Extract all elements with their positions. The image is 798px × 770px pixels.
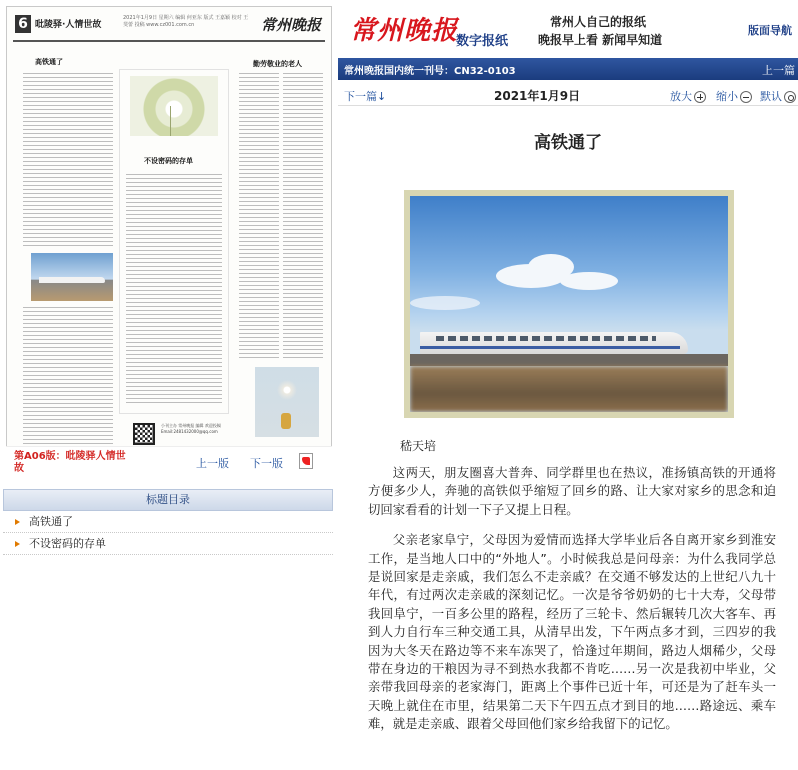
right-panel [338, 0, 798, 770]
toc-item[interactable] [3, 511, 333, 533]
publisher-bar [338, 58, 798, 80]
article-author: 嵇天培 [400, 439, 437, 453]
toc-item-label[interactable]: 高铁通了 [29, 515, 73, 528]
thumbnail-text-block [239, 73, 279, 359]
publication-number: 常州晚报国内统一刊号：CN32-0103 [344, 66, 516, 77]
thumbnail-section-number: 6 [15, 15, 31, 33]
arrow-bullet-icon [15, 541, 20, 547]
thumbnail-masthead: 常州晚报 [260, 16, 321, 34]
reset-size-label[interactable]: 默认 [760, 90, 782, 103]
down-arrow-icon: ↓ [377, 90, 387, 103]
elevated-track [410, 354, 728, 366]
reset-size-button[interactable] [760, 88, 796, 104]
plus-circle-icon[interactable] [694, 91, 706, 103]
previous-article-link[interactable]: 上一篇 [762, 64, 795, 77]
thumbnail-train-photo [31, 253, 113, 301]
toc-item-label[interactable]: 不设密码的存单 [29, 537, 106, 550]
article-photo-frame [404, 190, 734, 418]
article-body [368, 464, 776, 746]
thumbnail-section-name: 吡陵驿·人情世故 [35, 20, 102, 30]
reset-circle-icon[interactable] [784, 91, 796, 103]
next-article-label[interactable]: 下一篇 [344, 90, 377, 103]
high-speed-train-photo [410, 196, 728, 412]
zoom-in-label[interactable]: 放大 [670, 90, 692, 103]
zoom-in-button[interactable] [670, 88, 706, 104]
thumbnail-text-block [23, 307, 113, 445]
arrow-bullet-icon [15, 519, 20, 525]
thumbnail-text-block [23, 73, 113, 249]
digital-edition-label: 数字报纸 [456, 34, 509, 49]
title-directory-header: 标题目录 [3, 489, 333, 511]
thumbnail-text-block [283, 73, 323, 359]
article-toolbar [338, 84, 798, 106]
layout-navigation-link[interactable]: 版面导航 [748, 24, 792, 37]
thumbnail-center-box [119, 69, 229, 414]
qr-code-icon [133, 423, 155, 445]
minus-circle-icon[interactable] [740, 91, 752, 103]
thumbnail-header-meta: 2021年1月9日 星期六 编辑 何亚东 版式 王嘉颖 校对 王斐蕾 投稿 www.cz001.com.cn [123, 15, 249, 28]
slogan-line-2: 晚报早上看 新闻早知道 [538, 33, 663, 47]
article-paragraph: 这两天，朋友圈喜大普奔、同学群里也在热议，准扬镇高铁的开通将方便多少人，奔驰的高铁似乎缩短了回乡的路、让大家对家乡的思念和迫切回家看看的计划一下子又提上日程。 [368, 465, 776, 517]
edition-label: 第A06版：吡陵驿人情世故 [14, 451, 126, 474]
train-windows [436, 336, 656, 341]
page-navigation [6, 446, 332, 476]
article-date: 2021年1月9日 [494, 89, 581, 103]
masthead [338, 0, 798, 58]
pdf-icon[interactable] [299, 453, 313, 469]
thumbnail-dandelion-photo [130, 76, 218, 136]
article-paragraph: 父亲老家阜宁，父母因为爱情而选择大学毕业后各自离开家乡到淮安工作，是当地人口中的“外地人”。小时候我总是问母亲：为什么我同学总是说回家是走亲戚，我们怎么不走亲戚？在交通不够发达的上世纪八九十年代，有过两次走亲戚的深刻记忆。一次是爷爷奶奶的七十大寿，父母带我回阜宁，一百多公里的路程，经历了三轮卡、然后辗转几次大客车、再到人力自行车三种交通工具，从清早出发，下午两点多才到，三四岁的我因为大冬天在路边等不来车冻哭了，恰逢过年期间，路边人烟稀少，父母带在身边的干粮因为寻不到热水我都不肯吃……另一次是我初中毕业，父亲带我回母亲的老家海门，距离上个事件已近十年，可还是为了赶车头一天晚上就住在市里，结果第二天下午四五点才到目的地……路途远、乘车难，就是走亲戚、跟着父母回他们家乡给我留下的记忆。 [368, 532, 776, 732]
thumbnail-flower-photo [255, 367, 319, 437]
title-directory [3, 489, 333, 555]
train-stripe [420, 346, 680, 349]
thumbnail-headline-main[interactable]: 高铁通了 [35, 58, 63, 66]
left-panel [0, 0, 336, 770]
next-article-link[interactable] [344, 88, 386, 104]
slogan-line-1: 常州人自己的报纸 [550, 15, 647, 29]
cloud-shape [560, 272, 618, 290]
newspaper-page-thumbnail[interactable] [6, 6, 332, 476]
thumbnail-credits: 小刊主办 常州晚报 编辑 欢迎投稿 Email:2481432000@qq.com [161, 423, 221, 434]
article-title: 高铁通了 [534, 133, 602, 153]
thumbnail-headline-right: 勤劳敬业的老人 [253, 60, 302, 68]
zoom-out-label[interactable]: 缩小 [716, 90, 738, 103]
thumbnail-headline-center[interactable]: 不设密码的存单 [144, 157, 193, 165]
thumbnail-header [13, 12, 325, 42]
zoom-out-button[interactable] [716, 88, 752, 104]
previous-page-link[interactable]: 上一版 [196, 457, 229, 470]
next-page-link[interactable]: 下一版 [250, 457, 283, 470]
cloud-shape [410, 296, 480, 310]
blurred-ground [410, 366, 728, 412]
newspaper-logo[interactable]: 常州晚报 [350, 16, 459, 46]
toc-item[interactable] [3, 533, 333, 555]
thumbnail-text-block [126, 174, 222, 404]
